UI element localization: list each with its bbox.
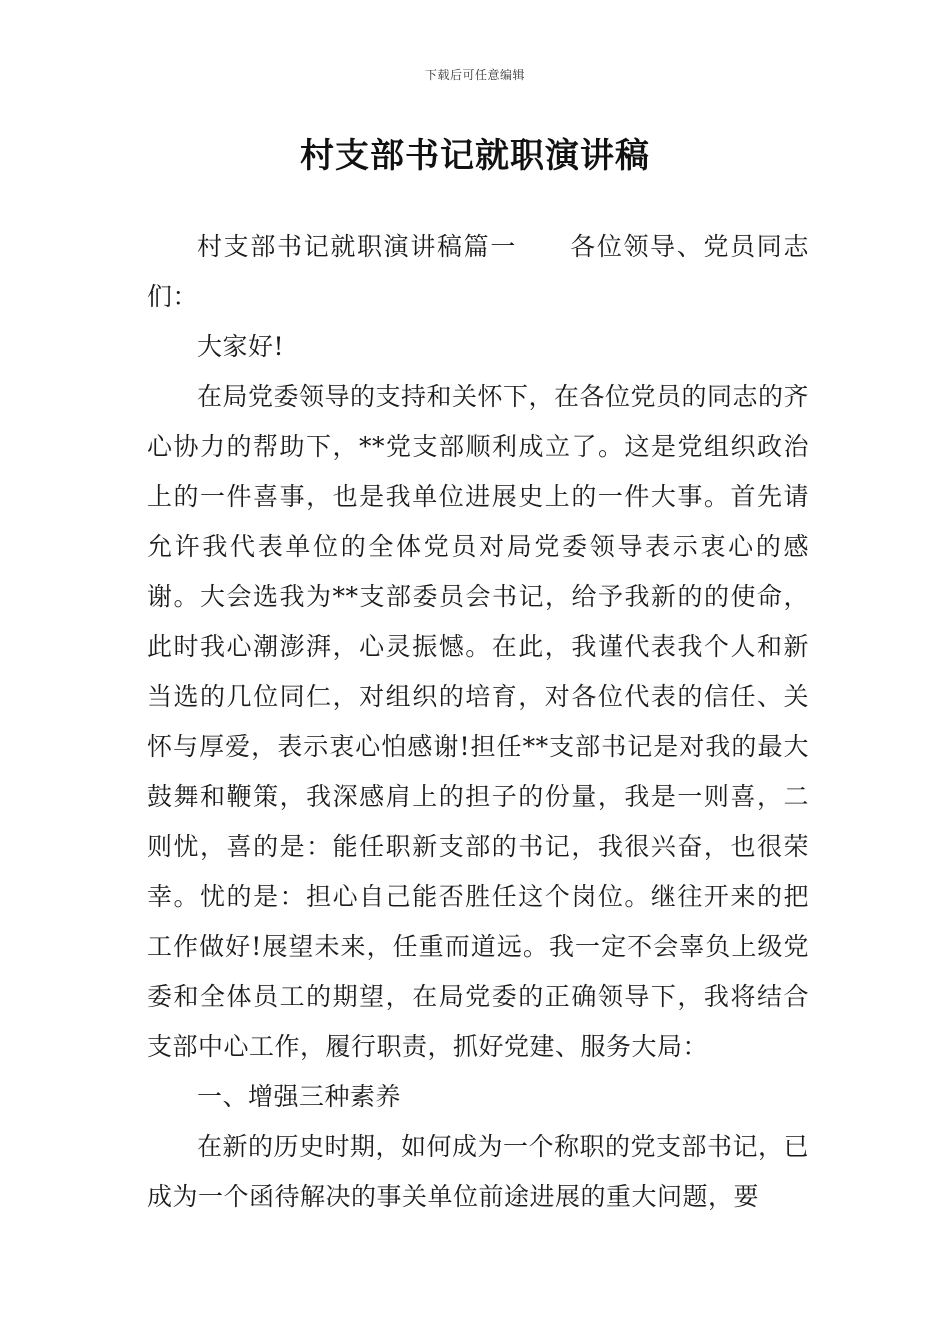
section-heading: 一、增强三种素养	[197, 1082, 402, 1111]
main-paragraph: 在局党委领导的支持和关怀下，在各位党员的同志的齐心协力的帮助下，**党支部顺利成立了。这是党组织政治上的一件喜事，也是我单位进展史上的一件大事。首先请允许我代表单位的全体党员对局党委领导表示衷心的感谢。大会选我为**支部委员会书记，给予我新的的使命，此时我心潮澎湃，心灵振憾。在此，我谨代表我个人和新当选的几位同仁，对组织的培育，对各位代表的信任、关怀与厚爱，表示衷心怕感谢!担任**支部书记是对我的最大鼓舞和鞭策，我深感肩上的担子的份量，我是一则喜，二则忧，喜的是：能任职新支部的书记，我很兴奋，也很荣幸。忧的是：担心自己能否胜任这个岗位。继往开来的把工作做好!展望未来，任重而道远。我一定不会辜负上级党委和全体员工的期望，在局党委的正确领导下，我将结合支部中心工作，履行职责，抓好党建、服务大局：	[147, 382, 810, 1061]
intro-heading: 村支部书记就职演讲稿篇一	[197, 232, 517, 261]
intro-paragraph	[147, 222, 809, 322]
intro-salutation: 各位领导、党员同志们：	[147, 232, 809, 311]
header-note: 下载后可任意编辑	[424, 68, 525, 82]
greeting-paragraph: 大家好!	[197, 332, 285, 361]
document-title: 村支部书记就职演讲稿	[300, 136, 650, 176]
section-paragraph: 在新的历史时期，如何成为一个称职的党支部书记，已成为一个函待解决的事关单位前途进展的重大问题，要	[147, 1132, 810, 1211]
document-body	[147, 222, 809, 1222]
